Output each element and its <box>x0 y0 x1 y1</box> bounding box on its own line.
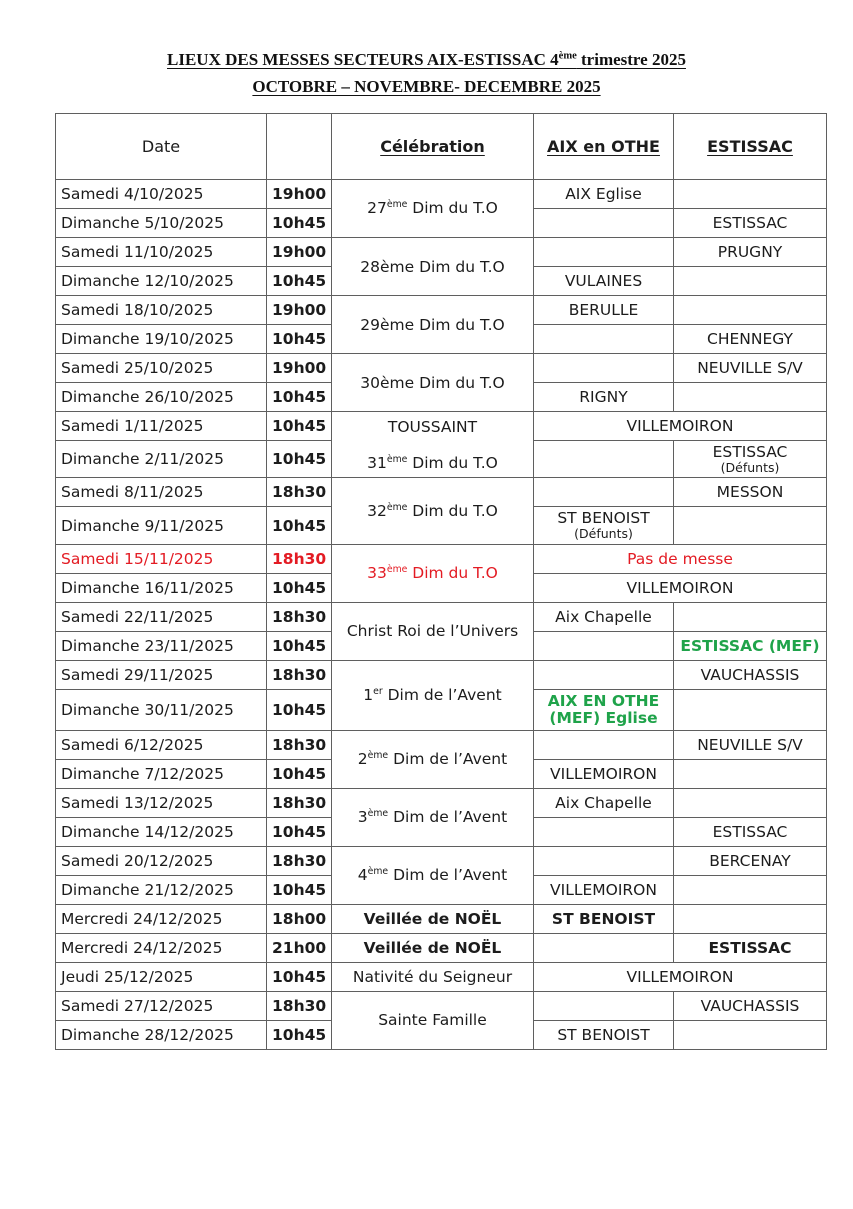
estissac-cell <box>674 602 827 631</box>
mass-schedule-table <box>55 113 827 1050</box>
time-cell: 10h45 <box>267 689 332 730</box>
time-cell: 10h45 <box>267 383 332 412</box>
estissac-cell: NEUVILLE S/V <box>674 354 827 383</box>
estissac-cell <box>674 507 827 544</box>
aix-en-othe-cell: Aix Chapelle <box>534 788 674 817</box>
time-cell: 19h00 <box>267 180 332 209</box>
date-cell: Dimanche 9/11/2025 <box>56 507 267 544</box>
celebration-cell: TOUSSAINT 31ème Dim du T.O <box>332 412 534 478</box>
date-cell: Samedi 27/12/2025 <box>56 991 267 1020</box>
time-cell: 10h45 <box>267 441 332 478</box>
header-date: Date <box>56 114 267 180</box>
aix-en-othe-cell <box>534 631 674 660</box>
table-row <box>56 412 827 441</box>
celebration-cell: 4ème Dim de l’Avent <box>332 846 534 904</box>
aix-en-othe-cell: RIGNY <box>534 383 674 412</box>
date-cell: Dimanche 21/12/2025 <box>56 875 267 904</box>
time-cell: 18h30 <box>267 846 332 875</box>
celebration-cell: Nativité du Seigneur <box>332 962 534 991</box>
estissac-cell: ESTISSAC (Défunts) <box>674 441 827 478</box>
table-row <box>56 962 827 991</box>
date-cell: Dimanche 2/11/2025 <box>56 441 267 478</box>
time-cell: 18h30 <box>267 602 332 631</box>
date-cell: Dimanche 14/12/2025 <box>56 817 267 846</box>
table-row <box>56 660 827 689</box>
celebration-cell: 32ème Dim du T.O <box>332 478 534 544</box>
merged-location-cell: VILLEMOIRON <box>534 573 827 602</box>
time-cell: 21h00 <box>267 933 332 962</box>
document-header <box>0 0 853 97</box>
aix-en-othe-cell: VILLEMOIRON <box>534 875 674 904</box>
celebration-cell: 29ème Dim du T.O <box>332 296 534 354</box>
date-cell: Samedi 8/11/2025 <box>56 478 267 507</box>
aix-en-othe-cell <box>534 354 674 383</box>
estissac-cell <box>674 904 827 933</box>
aix-en-othe-cell <box>534 209 674 238</box>
time-cell: 10h45 <box>267 631 332 660</box>
merged-location-cell: Pas de messe <box>534 544 827 573</box>
date-cell: Dimanche 26/10/2025 <box>56 383 267 412</box>
table-row <box>56 544 827 573</box>
estissac-cell <box>674 759 827 788</box>
estissac-cell: ESTISSAC (MEF) <box>674 631 827 660</box>
aix-en-othe-cell: VULAINES <box>534 267 674 296</box>
celebration-cell: 33ème Dim du T.O <box>332 544 534 602</box>
date-cell: Samedi 6/12/2025 <box>56 730 267 759</box>
celebration-cell: 30ème Dim du T.O <box>332 354 534 412</box>
date-cell: Samedi 29/11/2025 <box>56 660 267 689</box>
table-row <box>56 602 827 631</box>
table-row <box>56 180 827 209</box>
table-row <box>56 991 827 1020</box>
date-cell: Dimanche 16/11/2025 <box>56 573 267 602</box>
estissac-cell <box>674 689 827 730</box>
date-cell: Dimanche 23/11/2025 <box>56 631 267 660</box>
date-cell: Mercredi 24/12/2025 <box>56 933 267 962</box>
aix-en-othe-cell <box>534 730 674 759</box>
celebration-cell: Veillée de NOËL <box>332 904 534 933</box>
estissac-cell <box>674 296 827 325</box>
estissac-cell <box>674 875 827 904</box>
time-cell: 10h45 <box>267 875 332 904</box>
date-cell: Dimanche 19/10/2025 <box>56 325 267 354</box>
time-cell: 19h00 <box>267 354 332 383</box>
estissac-cell: ESTISSAC <box>674 933 827 962</box>
date-cell: Mercredi 24/12/2025 <box>56 904 267 933</box>
aix-en-othe-cell <box>534 933 674 962</box>
time-cell: 18h30 <box>267 478 332 507</box>
date-cell: Dimanche 28/12/2025 <box>56 1020 267 1049</box>
estissac-cell: PRUGNY <box>674 238 827 267</box>
aix-en-othe-cell <box>534 991 674 1020</box>
aix-en-othe-cell: Aix Chapelle <box>534 602 674 631</box>
estissac-cell: VAUCHASSIS <box>674 991 827 1020</box>
title-line-2: OCTOBRE – NOVEMBRE- DECEMBRE 2025 <box>252 77 601 96</box>
time-cell: 10h45 <box>267 759 332 788</box>
time-cell: 18h30 <box>267 730 332 759</box>
aix-en-othe-cell <box>534 660 674 689</box>
date-cell: Dimanche 5/10/2025 <box>56 209 267 238</box>
time-cell: 18h30 <box>267 788 332 817</box>
estissac-cell: MESSON <box>674 478 827 507</box>
aix-en-othe-cell <box>534 817 674 846</box>
celebration-cell: Sainte Famille <box>332 991 534 1049</box>
celebration-cell: Veillée de NOËL <box>332 933 534 962</box>
time-cell: 10h45 <box>267 962 332 991</box>
date-cell: Samedi 4/10/2025 <box>56 180 267 209</box>
aix-en-othe-cell: ST BENOIST <box>534 1020 674 1049</box>
time-cell: 18h30 <box>267 544 332 573</box>
celebration-cell: 2ème Dim de l’Avent <box>332 730 534 788</box>
aix-en-othe-cell: VILLEMOIRON <box>534 759 674 788</box>
date-cell: Dimanche 7/12/2025 <box>56 759 267 788</box>
date-cell: Samedi 11/10/2025 <box>56 238 267 267</box>
date-cell: Samedi 18/10/2025 <box>56 296 267 325</box>
aix-en-othe-cell <box>534 846 674 875</box>
time-cell: 18h30 <box>267 660 332 689</box>
aix-en-othe-cell: BERULLE <box>534 296 674 325</box>
table-row <box>56 846 827 875</box>
estissac-cell <box>674 383 827 412</box>
estissac-cell: CHENNEGY <box>674 325 827 354</box>
header-estissac: ESTISSAC <box>674 114 827 180</box>
celebration-cell: 3ème Dim de l’Avent <box>332 788 534 846</box>
aix-en-othe-cell <box>534 478 674 507</box>
header-celebration: Célébration <box>332 114 534 180</box>
time-cell: 10h45 <box>267 817 332 846</box>
table-row <box>56 788 827 817</box>
celebration-cell: 27ème Dim du T.O <box>332 180 534 238</box>
aix-en-othe-cell <box>534 238 674 267</box>
time-cell: 18h30 <box>267 991 332 1020</box>
aix-en-othe-cell <box>534 441 674 478</box>
aix-en-othe-cell <box>534 325 674 354</box>
celebration-cell: 28ème Dim du T.O <box>332 238 534 296</box>
aix-en-othe-cell: ST BENOIST (Défunts) <box>534 507 674 544</box>
estissac-cell: BERCENAY <box>674 846 827 875</box>
table-row <box>56 238 827 267</box>
title-line-1: LIEUX DES MESSES SECTEURS AIX-ESTISSAC 4ème trimestre 2025 <box>167 50 686 69</box>
date-cell: Dimanche 12/10/2025 <box>56 267 267 296</box>
time-cell: 10h45 <box>267 507 332 544</box>
time-cell: 10h45 <box>267 1020 332 1049</box>
header-time-cell <box>267 114 332 180</box>
celebration-cell: Christ Roi de l’Univers <box>332 602 534 660</box>
merged-location-cell: VILLEMOIRON <box>534 412 827 441</box>
estissac-cell <box>674 180 827 209</box>
date-cell: Samedi 13/12/2025 <box>56 788 267 817</box>
time-cell: 10h45 <box>267 209 332 238</box>
table-row <box>56 904 827 933</box>
table-row <box>56 478 827 507</box>
date-cell: Samedi 1/11/2025 <box>56 412 267 441</box>
date-cell: Samedi 15/11/2025 <box>56 544 267 573</box>
table-row <box>56 730 827 759</box>
merged-location-cell: VILLEMOIRON <box>534 962 827 991</box>
time-cell: 10h45 <box>267 412 332 441</box>
date-cell: Jeudi 25/12/2025 <box>56 962 267 991</box>
table-row <box>56 933 827 962</box>
time-cell: 10h45 <box>267 267 332 296</box>
estissac-cell: VAUCHASSIS <box>674 660 827 689</box>
estissac-cell <box>674 788 827 817</box>
time-cell: 10h45 <box>267 325 332 354</box>
table-row <box>56 296 827 325</box>
date-cell: Samedi 20/12/2025 <box>56 846 267 875</box>
aix-en-othe-cell: AIX Eglise <box>534 180 674 209</box>
estissac-cell <box>674 267 827 296</box>
estissac-cell: ESTISSAC <box>674 209 827 238</box>
time-cell: 19h00 <box>267 296 332 325</box>
time-cell: 19h00 <box>267 238 332 267</box>
estissac-cell <box>674 1020 827 1049</box>
date-cell: Samedi 22/11/2025 <box>56 602 267 631</box>
header-aix-en-othe: AIX en OTHE <box>534 114 674 180</box>
estissac-cell: NEUVILLE S/V <box>674 730 827 759</box>
time-cell: 18h00 <box>267 904 332 933</box>
estissac-cell: ESTISSAC <box>674 817 827 846</box>
table-row <box>56 354 827 383</box>
aix-en-othe-cell: ST BENOIST <box>534 904 674 933</box>
date-cell: Dimanche 30/11/2025 <box>56 689 267 730</box>
time-cell: 10h45 <box>267 573 332 602</box>
aix-en-othe-cell: AIX EN OTHE (MEF) Eglise <box>534 689 674 730</box>
date-cell: Samedi 25/10/2025 <box>56 354 267 383</box>
table-header-row <box>56 114 827 180</box>
celebration-cell: 1er Dim de l’Avent <box>332 660 534 730</box>
